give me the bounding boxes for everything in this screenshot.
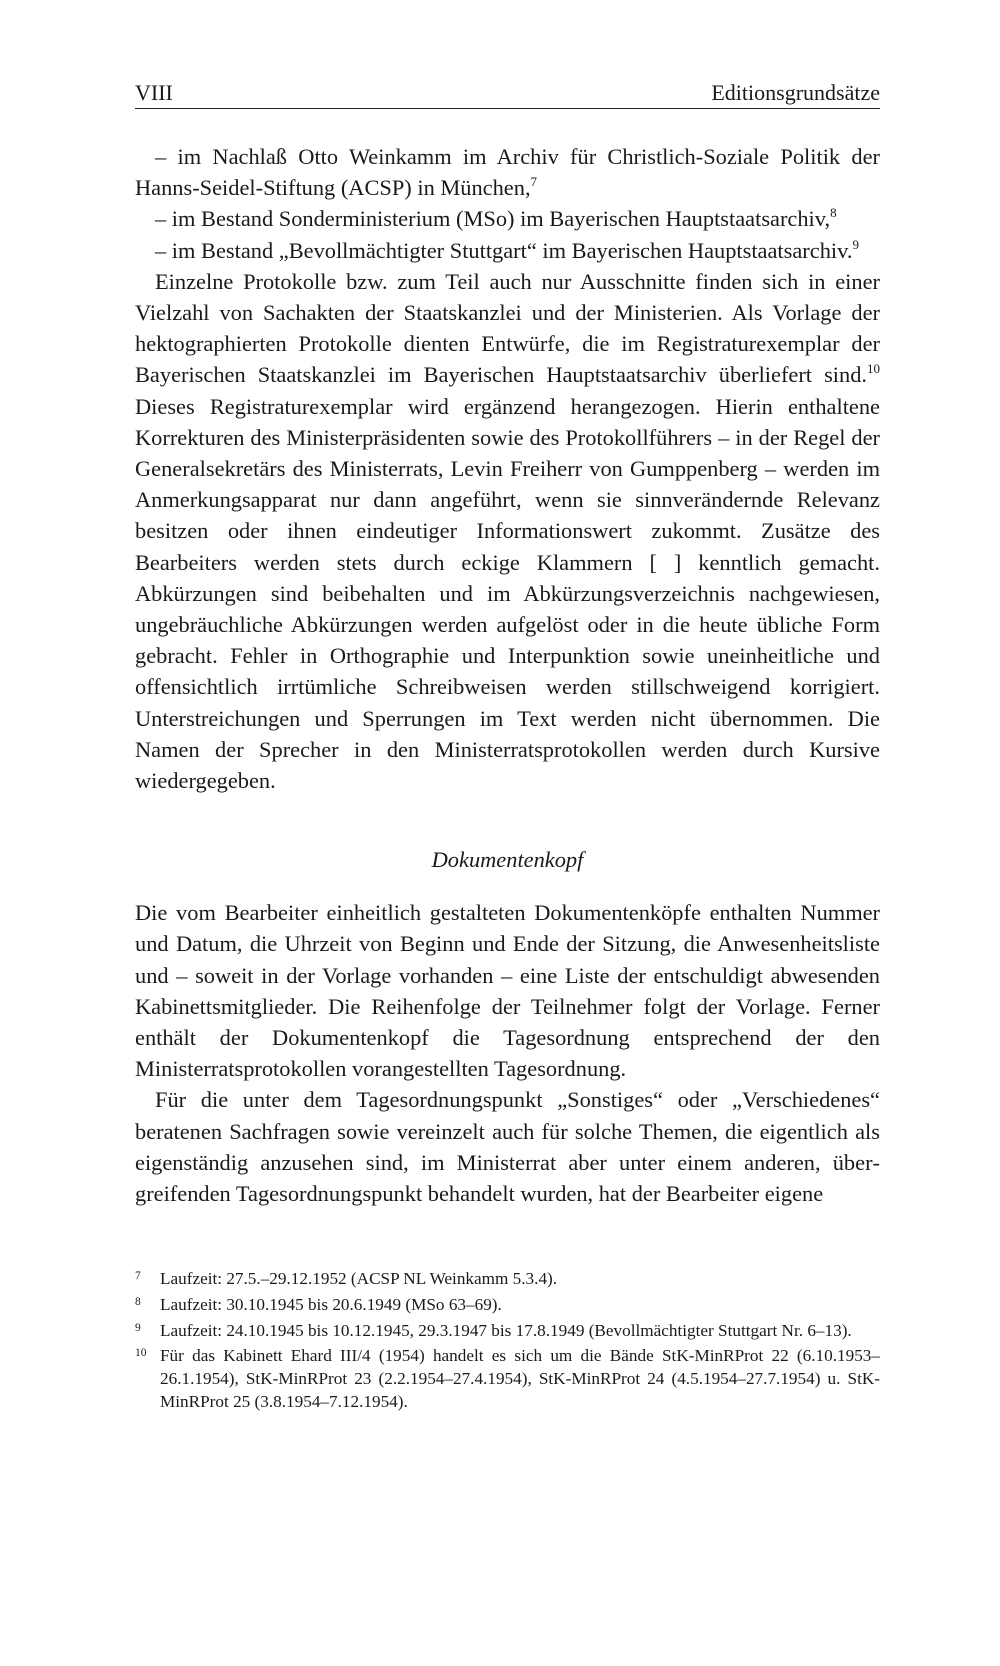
section-heading: Dokumentenkopf [431,847,584,873]
footnote [135,1320,880,1343]
footnotes [135,1268,880,1417]
paragraph: Die vom Bearbeiter einheitlich gestalteten Dokumentenköpfe enthalten Nummer und Datum, die Uhrzeit von Beginn und Ende der Sitzung, die Anwesenheitsliste und – soweit in der Vorlage vorhanden – eine Liste der entschuldigt abwesenden Kabinettsmitglieder. Die Reihenfolge der Teilnehmer folgt der Vorlage. Ferner enthält der Dokumentenkopf die Tagesordnung entsprechend der den Ministerratsprotokollen vorangestellten Tagesordnung. [135,900,880,1082]
footnote-text: Laufzeit: 24.10.1945 bis 10.12.1945, 29.3.1947 bis 17.8.1949 (Bevollmächtigter Stuttgart Nr. 6–13). [160,1320,852,1340]
footnote-number: 8 [135,1295,141,1308]
running-header [135,80,880,109]
running-title: Editionsgrundsätze [711,80,880,105]
footnote [135,1345,880,1413]
footnote-ref: 9 [852,236,859,252]
footnote-ref: 7 [530,174,538,190]
page-number: VIII [135,80,173,105]
footnote-text: Laufzeit: 27.5.–29.12.1952 (ACSP NL Weinkamm 5.3.4). [160,1269,558,1288]
paragraph: Für die unter dem Tagesordnungspunkt „Sonstiges“ oder „Verschiedenes“ beratenen Sachfragen sowie vereinzelt auch für solche Themen, die eigentlich als eigenständig anzusehen sind, im Ministerrat aber unter einem anderen, übergreifenden Tagesordnungspunkt behandelt wurden, hat der Bearbeiter eigene [135,1087,880,1207]
list-item: – im Bestand „Bevollmächtigter Stuttgart“ im Bayerischen Hauptstaatsarchiv.$^9$ [155,236,859,263]
page [135,80,880,1209]
footnote-number: 9 [135,1321,141,1334]
paragraph: Einzelne Protokolle bzw. zum Teil auch nur Ausschnitte finden sich in einer Vielzahl von Sachakten der Staatskanzlei und der Ministerien. Als Vorlage der hektographierten Protokolle dienten Entwürfe, die im Registraturexemplar der Bayerischen Staatskanzlei im Bayerischen Hauptstaatsarchiv überliefert sind.$^{10}$ Dieses Registraturexemplar wird ergänzend herangezogen. Hierin enthaltene Korrekturen des Ministerpräsidenten sowie des Protokollführers – in der Regel der Generalsekretärs des Ministerrats, Levin Freiherr von Gumppenberg – werden im Anmerkungsapparat nur dann angeführt, wenn sie sinnverändernde Relevanz besitzen oder ihnen eindeutiger Informationswert zukommt. Zusätze des Bearbeiters werden stets durch eckige Klammern [ ] kenntlich gemacht. Abkürzungen sind beibehalten und im Abkürzungsverzeichnis nachgewiesen, ungebräuchliche Abkürzungen werden aufgelöst oder in die heute übliche Form gebracht. Fehler in Orthographie und Interpunktion sowie uneinheitliche und offensichtlich irrtümliche Schreibweisen werden stillschweigend korrigiert. Unterstreichungen und Sperrungen im Text werden nicht übernommen. Die Namen der Sprecher in den Ministerratsprotokollen werden durch Kursive wiedergegeben. [135,268,880,794]
list-item: – im Nachlaß Otto Weinkamm im Archiv für Christlich-Soziale Politik der Hanns-Seidel-Stiftung (ACSP) in München,$^7$ [135,144,880,201]
footnote [135,1268,880,1291]
footnote-number: 10 [135,1347,147,1360]
footnote-text: Laufzeit: 30.10.1945 bis 20.6.1949 (MSo 63–69). [160,1294,502,1314]
footnote [135,1294,880,1317]
footnote-text: Für das Kabinett Ehard III/4 (1954) handelt es sich um die Bände StK-MinRProt 22 (6.10.1953–26.1.1954), StK-MinRProt 23 (2.2.1954–27.4.1954), StK-MinRProt 24 (4.5.1954–27.7.1954) u. StK-MinRProt 25 (3.8.1954–7.12.1954). [160,1346,880,1411]
list-item: – im Bestand Sonderministerium (MSo) im Bayerischen Hauptstaatsarchiv,$^8$ [155,205,837,232]
footnote-ref: 8 [830,205,837,221]
footnote-ref: 10 [867,361,880,377]
footnote-number: 7 [135,1270,141,1282]
body-text [135,141,880,1209]
